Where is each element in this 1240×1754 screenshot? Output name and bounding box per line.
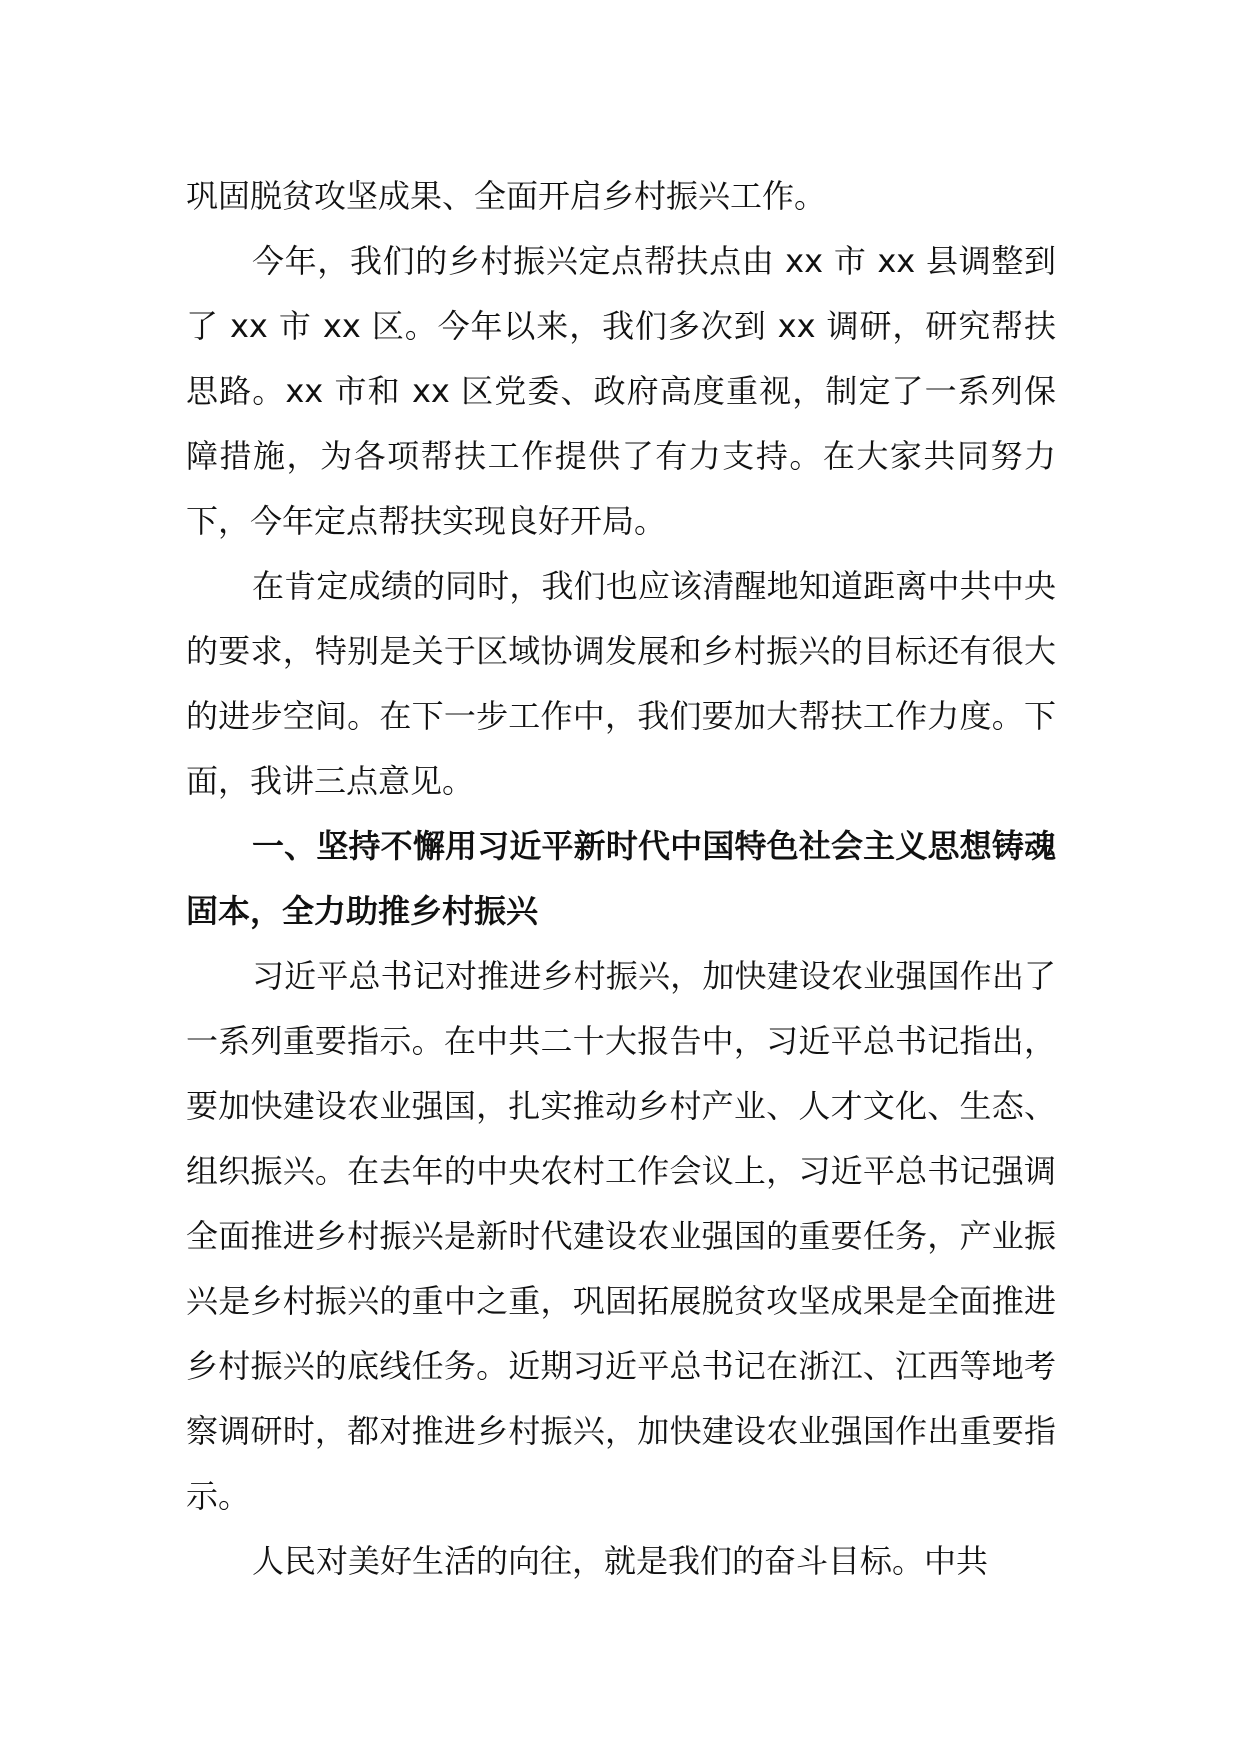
- paragraph-assistance-overview: 今年，我们的乡村振兴定点帮扶点由 xx 市 xx 县调整到了 xx 市 xx 区。今年以来，我们多次到 xx 调研，研究帮扶思路。xx 市和 xx 区党委、政府高度重视，制定了一系列保障措施，为各项帮扶工作提供了有力支持。在大家共同努力下，今年定点帮扶实现良好开局。: [186, 242, 1056, 540]
- paragraph-achievements-and-gap: 在肯定成绩的同时，我们也应该清醒地知道距离中共中央的要求，特别是关于区域协调发展和乡村振兴的目标还有很大的进步空间。在下一步工作中，我们要加大帮扶工作力度。下面，我讲三点意见。: [186, 567, 1056, 800]
- paragraph-continuation: 巩固脱贫攻坚成果、全面开启乡村振兴工作。: [186, 177, 827, 215]
- paragraph-goal: 人民对美好生活的向往，就是我们的奋斗目标。中共: [252, 1542, 989, 1580]
- paragraph-instructions: 习近平总书记对推进乡村振兴，加快建设农业强国作出了一系列重要指示。在中共二十大报告中，习近平总书记指出，要加快建设农业强国，扎实推动乡村产业、人才文化、生态、组织振兴。在去年的中央农村工作会议上，习近平总书记强调全面推进乡村振兴是新时代建设农业强国的重要任务，产业振兴是乡村振兴的重中之重，巩固拓展脱贫攻坚成果是全面推进乡村振兴的底线任务。近期习近平总书记在浙江、江西等地考察调研时，都对推进乡村振兴，加快建设农业强国作出重要指示。: [186, 957, 1056, 1515]
- document-body: [186, 164, 1056, 1594]
- section-heading-one: 一、坚持不懈用习近平新时代中国特色社会主义思想铸魂固本，全力助推乡村振兴: [186, 827, 1056, 930]
